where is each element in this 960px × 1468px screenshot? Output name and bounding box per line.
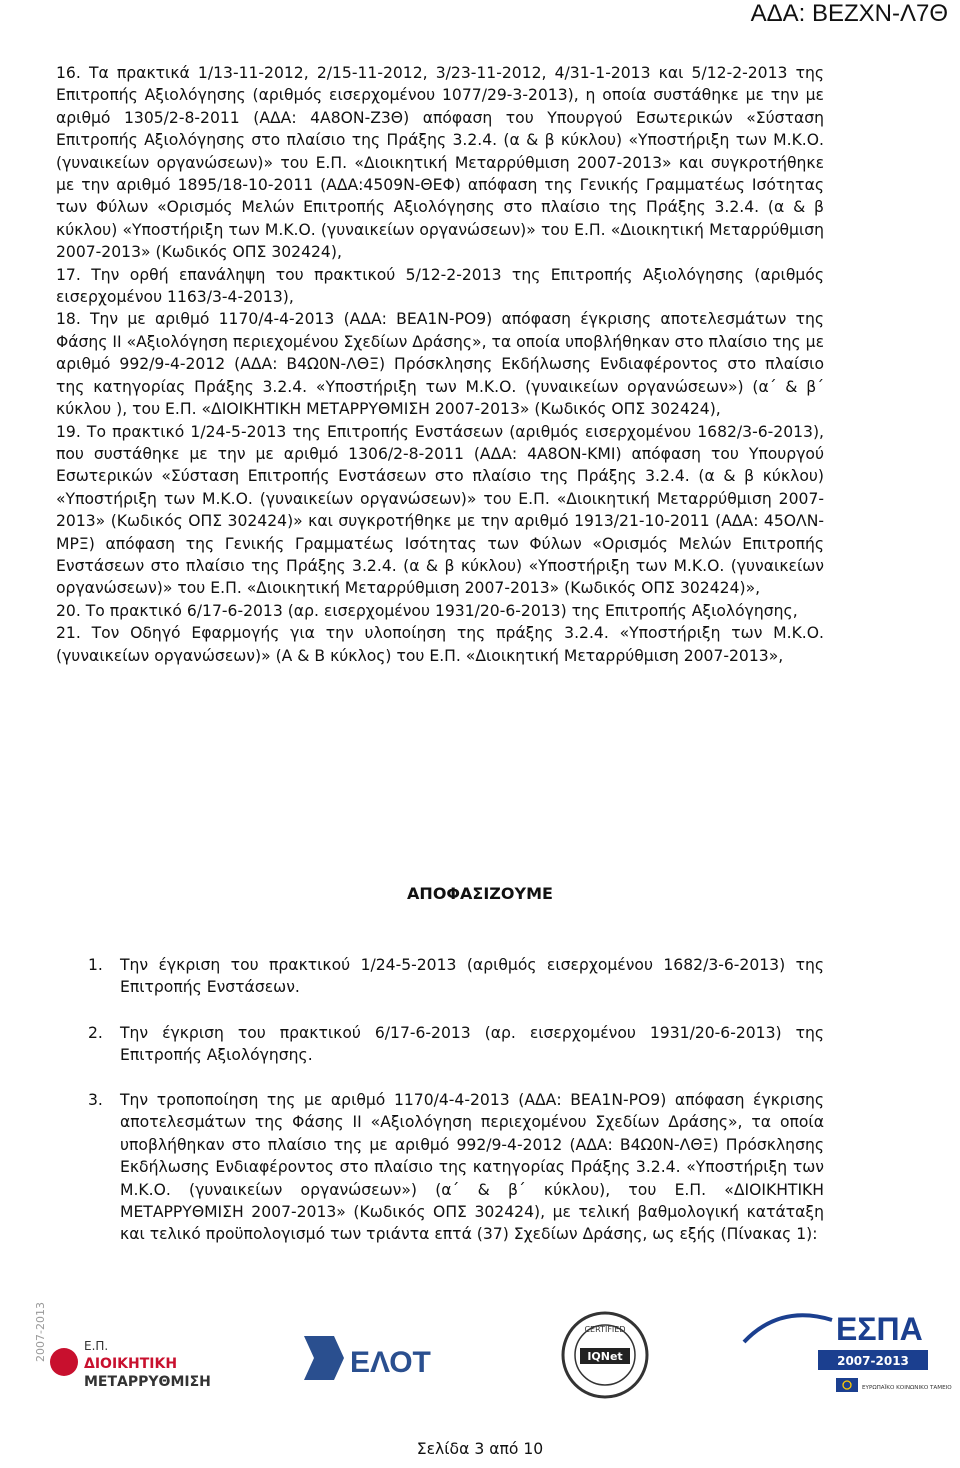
decision-item-2 [88, 1022, 824, 1067]
ep-logo-line1: ΔΙΟΙΚΗΤΙΚΗ [84, 1356, 178, 1372]
elot-logo [300, 1328, 480, 1388]
ep-logo-line2: ΜΕΤΑΡΡΥΘΜΙΣΗ [84, 1374, 211, 1390]
paragraph-20: 20. Το πρακτικό 6/17-6-2013 (αρ. εισερχομένου 1931/20-6-2013) της Επιτροπής Αξιολόγησης, [56, 601, 798, 620]
decision-item-3 [88, 1089, 824, 1246]
ep-logo [30, 1300, 230, 1420]
paragraph-18: 18. Την με αριθμό 1170/4-4-2013 (ΑΔΑ: ΒΕΑ1Ν-ΡΟ9) απόφαση έγκρισης αποτελεσμάτων της Φάσης ΙΙ «Αξιολόγηση περιεχομένου Σχεδίων Δράσης», τα οποία υποβλήθηκαν στο πλαίσιο της με αριθμό 992/9-4-2012 (ΑΔΑ: Β4Ω0Ν-ΛΘΞ) Πρόσκλησης Εκδήλωσης Ενδιαφέροντος στο πλαίσιο της κατηγορίας Πράξης 3.2.4. «Υποστήριξη των Μ.Κ.Ο. (γυναικείων οργανώσεων») (α΄ & β΄ κύκλου ), του Ε.Π. «ΔΙΟΙΚΗΤΙΚΗ ΜΕΤΑΡΡΥΘΜΙΣΗ 2007-2013» (Κωδικός ΟΠΣ 302424), [56, 310, 825, 419]
iqnet-badge-text: IQNet [587, 1350, 623, 1363]
eu-flag-icon [836, 1378, 858, 1392]
iqnet-badge-top: CERTIFIED [584, 1325, 626, 1334]
paragraph-17: 17. Την ορθή επανάληψη του πρακτικού 5/12-2-2013 της Επιτροπής Αξιολόγησης (αριθμός εισερχομένου 1163/3-4-2013), [56, 265, 824, 307]
ada-code: ΑΔΑ: ΒΕΖΧΝ-Λ7Θ [750, 0, 948, 27]
paragraph-19: 19. Το πρακτικό 1/24-5-2013 της Επιτροπής Ενστάσεων (αριθμός εισερχομένου 1682/3-6-2013), που συστάθηκε με την με αριθμό 1306/2-8-2011 (ΑΔΑ: 4Α8ΟΝ-ΚΜΙ) απόφαση του Υπουργού Εσωτερικών «Σύσταση Επιτροπής Ενστάσεων στο πλαίσιο της Πράξης 3.2.4. (α & β κύκλου) «Υποστήριξη των Μ.Κ.Ο. (γυναικείων οργανώσεων)» του Ε.Π. «Διοικητική Μεταρρύθμιση 2007-2013» (Κωδικός ΟΠΣ 302424)» και συγκροτήθηκε με την αριθμό 1913/21-10-2011 (ΑΔΑ: 45ΟΛΝ-ΜΡΞ) απόφαση της Γενικής Γραμματέως Ισότητας των Φύλων «Ορισμός Μελών Επιτροπής Ενστάσεων στο πλαίσιο της Πράξης 3.2.4. (α & β κύκλου) «Υποστήριξη των Μ.Κ.Ο. (γυναικείων οργανώσεων)» του Ε.Π. «Διοικητική Μεταρρύθμιση 2007-2013» (Κωδικός ΟΠΣ 302424)», [56, 422, 824, 598]
espa-logo-sub: ΕΥΡΩΠΑΪΚΟ ΚΟΙΝΩΝΙΚΟ ΤΑΜΕΙΟ [862, 1385, 952, 1391]
paragraph-16: 16. Τα πρακτικά 1/13-11-2012, 2/15-11-2012, 3/23-11-2012, 4/31-1-2013 και 5/12-2-2013 της Επιτροπής Αξιολόγησης (αριθμός εισερχομένου 1077/29-3-2013), η οποία συστάθηκε με την με αριθμό 1305/2-8-2011 (ΑΔΑ: 4Α8ΟΝ-Ζ3Θ) απόφαση του Υπουργού Εσωτερικών «Σύσταση Επιτροπής Αξιολόγησης στο πλαίσιο της Πράξης 3.2.4. (α & β κύκλου) «Υποστήριξη των Μ.Κ.Ο. (γυναικείων οργανώσεων)» του Ε.Π. «Διοικητική Μεταρρύθμιση 2007-2013» και συγκροτήθηκε με την αριθμό 1895/18-10-2011 (ΑΔΑ:4509Ν-ΘΕΦ) απόφαση της Γενικής Γραμματέως Ισότητας των Φύλων «Ορισμός Μελών Επιτροπής Αξιολόγησης στο πλαίσιο της Πράξης 3.2.4. (α & β κύκλου) «Υποστήριξη των Μ.Κ.Ο. (γυναικείων οργανώσεων)» του Ε.Π. «Διοικητική Μεταρρύθμιση 2007-2013» (Κωδικός ΟΠΣ 302424), [56, 64, 824, 262]
paragraph-21: 21. Τον Οδηγό Εφαρμογής για την υλοποίηση της πράξης 3.2.4. «Υποστήριξη των Μ.Κ.Ο. (γυναικείων οργανώσεων)» (Α & Β κύκλος) του Ε.Π. «Διοικητική Μεταρρύθμιση 2007-2013», [56, 624, 824, 665]
decision-number: 3. [88, 1091, 103, 1109]
ep-logo-years: 2007-2013 [34, 1302, 47, 1362]
espa-logo-years: 2007-2013 [837, 1354, 909, 1368]
ep-logo-mark [50, 1348, 78, 1376]
elot-logo-mark [304, 1336, 344, 1380]
decision-text: Την έγκριση του πρακτικού 6/17-6-2013 (αρ. εισερχομένου 1931/20-6-2013) της Επιτροπής Αξιολόγησης. [120, 1024, 824, 1065]
espa-logo-text: ΕΣΠΑ [836, 1311, 923, 1347]
espa-logo [740, 1300, 952, 1410]
footer-logos [0, 1300, 960, 1430]
decision-number: 2. [88, 1024, 103, 1042]
page-number: Σελίδα 3 από 10 [416, 1440, 544, 1458]
decision-text: Την τροποποίηση της με αριθμό 1170/4-4-2013 (ΑΔΑ: ΒΕΑ1Ν-ΡΟ9) απόφαση έγκρισης αποτελεσμάτων της Φάσης ΙΙ «Αξιολόγηση περιεχομένου Σχεδίων Δράσης», τα οποία υποβλήθηκαν στο πλαίσιο της με αριθμό 992/9-4-2012 (ΑΔΑ: Β4Ω0Ν-ΛΘΞ) Πρόσκλησης Εκδήλωσης Ενδιαφέροντος στο πλαίσιο της κατηγορίας Πράξης 3.2.4. «Υποστήριξη των Μ.Κ.Ο. (γυναικείων οργανώσεων») (α΄ & β΄ κύκλου), του Ε.Π. «ΔΙΟΙΚΗΤΙΚΗ ΜΕΤΑΡΡΥΘΜΙΣΗ 2007-2013» (Κωδικός ΟΠΣ 302424), με τελική βαθμολογική κατάταξη και τελικό προϋπολογισμό των τριάντα επτά (37) Σχεδίων Δράσης, ως εξής (Πίνακας 1): [120, 1091, 824, 1244]
elot-logo-text: ΕΛΟΤ [350, 1346, 431, 1379]
decision-heading: ΑΠΟΦΑΣΙΖΟΥΜΕ [407, 884, 553, 903]
decision-text: Την έγκριση του πρακτικού 1/24-5-2013 (αριθμός εισερχομένου 1682/3-6-2013) της Επιτροπής Ενστάσεων. [120, 956, 824, 997]
ep-logo-small: Ε.Π. [84, 1339, 109, 1353]
iqnet-badge [560, 1310, 650, 1400]
decision-number: 1. [88, 956, 103, 974]
document-body [56, 62, 824, 667]
decision-item-1 [88, 954, 824, 999]
